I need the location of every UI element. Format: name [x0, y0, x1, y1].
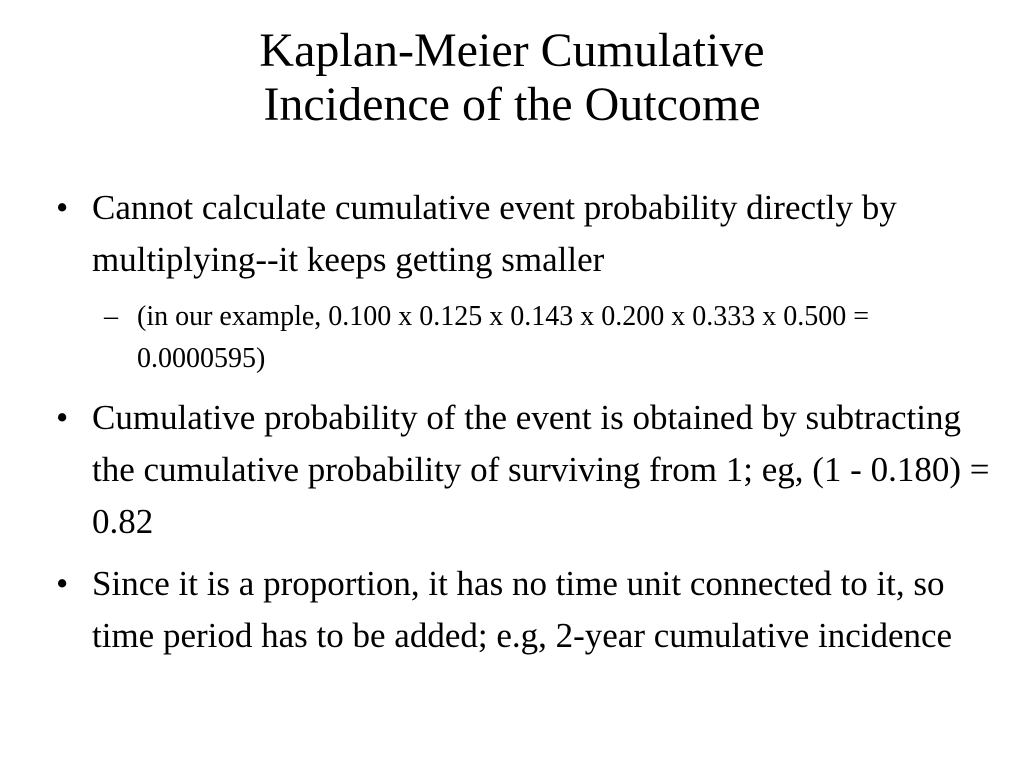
title-line-2: Incidence of the Outcome [263, 78, 761, 131]
bullet-text-1: Cannot calculate cumulative event probability directly by multiplying--it keeps getting smaller [92, 188, 897, 279]
bullet-text-3: Since it is a proportion, it has no time unit connected to it, so time period has to be added; e.g, 2-year cumulative incidence [92, 564, 953, 655]
sub-bullet-text-1: (in our example, 0.100 x 0.125 x 0.143 x 0.200 x 0.333 x 0.500 = 0.0000595) [137, 301, 870, 374]
bullet-icon: • [56, 564, 69, 603]
bullet-item-2 [0, 392, 992, 548]
dash-icon: – [104, 301, 118, 332]
bullet-list [0, 182, 1024, 672]
sub-bullet-item-1 [0, 296, 937, 380]
slide-title [0, 24, 1024, 132]
bullet-item-3 [0, 558, 992, 662]
bullet-text-2: Cumulative probability of the event is obtained by subtracting the cumulative probability of surviving from 1; eg, (1 - 0.180) = 0.82 [92, 398, 990, 541]
title-line-1: Kaplan-Meier Cumulative [259, 24, 765, 77]
bullet-item-1 [0, 182, 992, 286]
bullet-icon: • [56, 188, 69, 227]
bullet-icon: • [56, 398, 69, 437]
